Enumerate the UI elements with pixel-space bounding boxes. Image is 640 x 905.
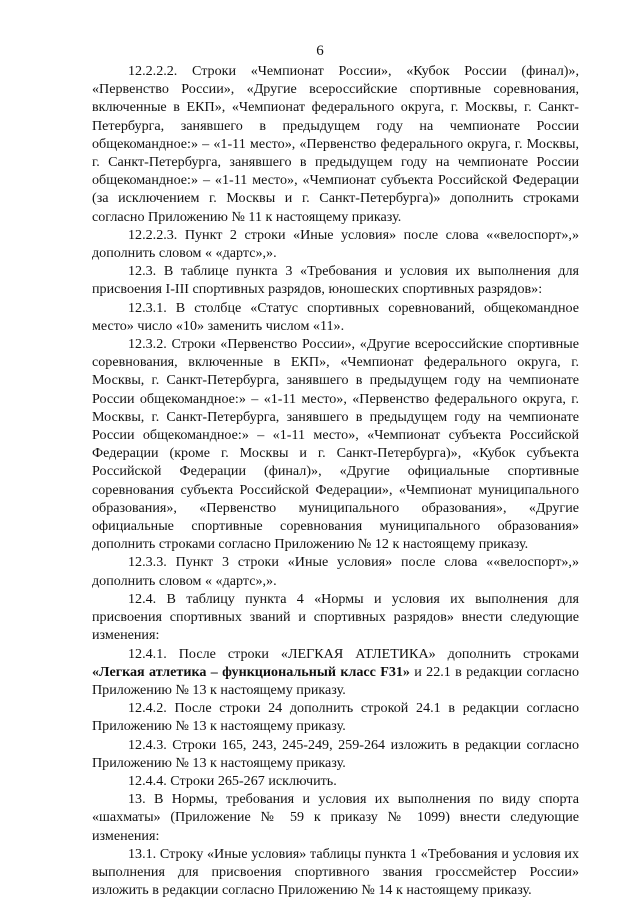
paragraph-12-3-3: 12.3.3. Пункт 3 строки «Иные условия» после слова ««велоспорт»,» дополнить словом « «дартс»,». [92,554,579,589]
paragraph-12-4-2: 12.4.2. После строки 24 дополнить строкой 24.1 в редакции согласно Приложению № 13 к настоящему приказу. [92,700,579,735]
paragraph-12-3-2: 12.3.2. Строки «Первенство России», «Другие всероссийские спортивные соревнования, включенные в ЕКП», «Чемпионат федерального округа, г. Москвы, г. Санкт-Петербурга, занявшего в предыдущем году на чемпионате России общекомандное:» – «1-11 место», «Первенство федерального округа, г. Москвы, г. Санкт-Петербурга, занявшего в предыдущем году на чемпионате России общекомандное:» – «1-11 место», «Чемпионат субъекта Российской Федерации (кроме г. Москвы и г. Санкт-Петербурга)», «Кубок субъекта Российской Федерации (финал)», «Другие официальные спортивные соревнования субъекта Российской Федерации», «Чемпионат муниципального образования», «Первенство муниципального образования», «Другие официальные спортивные соревнования муниципального образования» дополнить строками согласно Приложению № 12 к настоящему приказу. [92,336,579,553]
paragraph-12-4-1-start: 12.4.1. После строки «ЛЕГКАЯ АТЛЕТИКА» дополнить строками [128,645,579,662]
bold-class-f31: «Легкая атлетика – функциональный класс F31» [92,663,410,680]
paragraph-12-3-1: 12.3.1. В столбце «Статус спортивных соревнований, общекомандное место» число «10» заменить числом «11». [92,299,579,334]
paragraph-12-4-1-end: и 22.1 в редакции согласно Приложению № 13 к настоящему приказу. [92,663,579,698]
paragraph-12-2-2-2: 12.2.2.2. Строки «Чемпионат России», «Кубок России (финал)», «Первенство России», «Другие всероссийские спортивные соревнования, включенные в ЕКП», «Чемпионат федерального округа, г. Москвы, г. Санкт-Петербурга, занявшего в предыдущем году на чемпионате России общекомандное:» – «1-11 место», «Первенство федерального округа, г. Москвы, г. Санкт-Петербурга, занявшего в предыдущем году на чемпионате России общекомандное:» – «1-11 место», «Чемпионат субъекта Российской Федерации (за исключением г. Москвы и г. Санкт-Петербурга)» дополнить строками согласно Приложению № 11 к настоящему приказу. [92,63,579,225]
paragraph-12-4-4: 12.4.4. Строки 265-267 исключить. [128,772,337,789]
paragraph-13-1: 13.1. Строку «Иные условия» таблицы пункта 1 «Требования и условия их выполнения для присвоения спортивного звания гроссмейстер России» изложить в редакции согласно Приложению № 14 к настоящему приказу. [92,845,579,899]
paragraph-13: 13. В Нормы, требования и условия их выполнения по виду спорта «шахматы» (Приложение № 59 к приказу № 1099) внести следующие изменения: [92,791,579,844]
document-body [92,62,579,899]
paragraph-12-4-1 [92,645,579,700]
paragraph-12-4: 12.4. В таблицу пункта 4 «Нормы и условия их выполнения для присвоения спортивных званий и спортивных разрядов» внести следующие изменения: [92,590,579,644]
page-number: 6 [316,43,324,59]
paragraph-12-4-3: 12.4.3. Строки 165, 243, 245-249, 259-264 изложить в редакции согласно Приложению № 13 к настоящему приказу. [92,736,579,771]
paragraph-12-2-2-3: 12.2.2.3. Пункт 2 строки «Иные условия» после слова ««велоспорт»,» дополнить словом « «дартс»,». [92,226,579,262]
paragraph-12-3: 12.3. В таблице пункта 3 «Требования и условия их выполнения для присвоения I-III спортивных разрядов, юношеских спортивных разрядов»: [92,263,579,298]
